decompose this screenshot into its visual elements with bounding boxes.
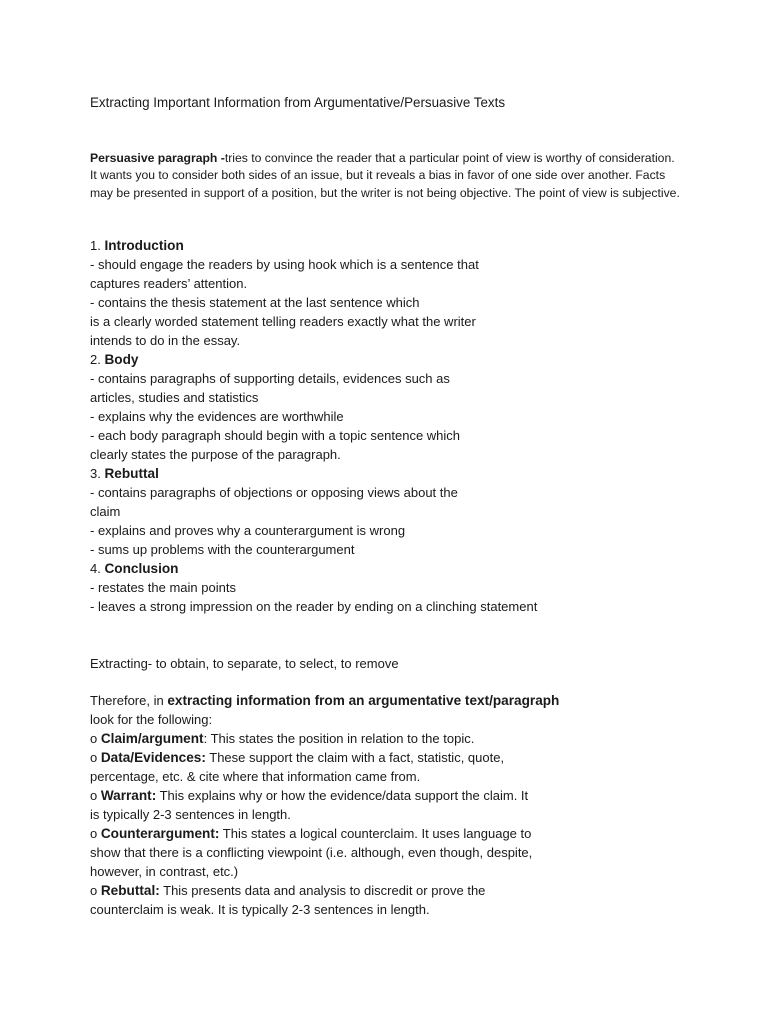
- outline-line: - contains paragraphs of supporting details, evidences such as: [90, 371, 450, 386]
- outline-heading: 4. Conclusion: [90, 561, 179, 576]
- outline-line: intends to do in the essay.: [90, 333, 241, 348]
- lookfor-intro: Therefore, in extracting information from an argumentative text/paragraph: [90, 693, 560, 708]
- lookfor-item-continuation: percentage, etc. & cite where that information came from.: [90, 769, 421, 784]
- lookfor-intro-suffix: look for the following:: [90, 712, 213, 727]
- lookfor-item-rebuttal: o Rebuttal: This presents data and analysis to discredit or prove the: [90, 883, 486, 898]
- document-title: Extracting Important Information from Argumentative/Persuasive Texts: [90, 95, 506, 110]
- outline-heading: 3. Rebuttal: [90, 466, 159, 481]
- outline-line: - explains why the evidences are worthwhile: [90, 409, 344, 424]
- lookfor-item-continuation: however, in contrast, etc.): [90, 864, 239, 879]
- persuasive-paragraph: [90, 150, 680, 202]
- outline-line: clearly states the purpose of the paragraph.: [90, 447, 341, 462]
- outline-line: - contains paragraphs of objections or opposing views about the: [90, 485, 458, 500]
- essay-outline: [90, 236, 690, 616]
- persuasive-term: Persuasive paragraph -: [90, 151, 225, 165]
- lookfor-item-continuation: show that there is a conflicting viewpoint (i.e. although, even though, despite,: [90, 845, 533, 860]
- lookfor-section: [90, 691, 690, 919]
- lookfor-item-continuation: is typically 2-3 sentences in length.: [90, 807, 291, 822]
- outline-heading: 2. Body: [90, 352, 139, 367]
- outline-line: - contains the thesis statement at the last sentence which: [90, 295, 420, 310]
- lookfor-item-continuation: counterclaim is weak. It is typically 2-3 sentences in length.: [90, 902, 430, 917]
- outline-line: - should engage the readers by using hook which is a sentence that: [90, 257, 479, 272]
- outline-line: - each body paragraph should begin with a topic sentence which: [90, 428, 461, 443]
- persuasive-definition: tries to convince the reader that a particular point of view is worthy of consideration. It wants you to consider both sides of an issue, but it reveals a bias in favor of one side over another. Facts may be presented in support of a position, but the writer is not being objective. The point of view is subjective.: [90, 151, 680, 200]
- outline-heading: 1. Introduction: [90, 238, 184, 253]
- lookfor-item-claim: o Claim/argument: This states the position in relation to the topic.: [90, 731, 475, 746]
- outline-line: - explains and proves why a counterargument is wrong: [90, 523, 406, 538]
- outline-line: claim: [90, 504, 121, 519]
- outline-line: - sums up problems with the counterargument: [90, 542, 355, 557]
- lookfor-item-data: o Data/Evidences: These support the claim with a fact, statistic, quote,: [90, 750, 505, 765]
- outline-line: is a clearly worded statement telling readers exactly what the writer: [90, 314, 476, 329]
- outline-line: - leaves a strong impression on the reader by ending on a clinching statement: [90, 599, 538, 614]
- outline-line: - restates the main points: [90, 580, 236, 595]
- lookfor-item-counterargument: o Counterargument: This states a logical counterclaim. It uses language to: [90, 826, 532, 841]
- outline-line: articles, studies and statistics: [90, 390, 259, 405]
- extracting-definition: Extracting- to obtain, to separate, to select, to remove: [90, 656, 399, 671]
- outline-line: captures readers’ attention.: [90, 276, 248, 291]
- lookfor-item-warrant: o Warrant: This explains why or how the evidence/data support the claim. It: [90, 788, 529, 803]
